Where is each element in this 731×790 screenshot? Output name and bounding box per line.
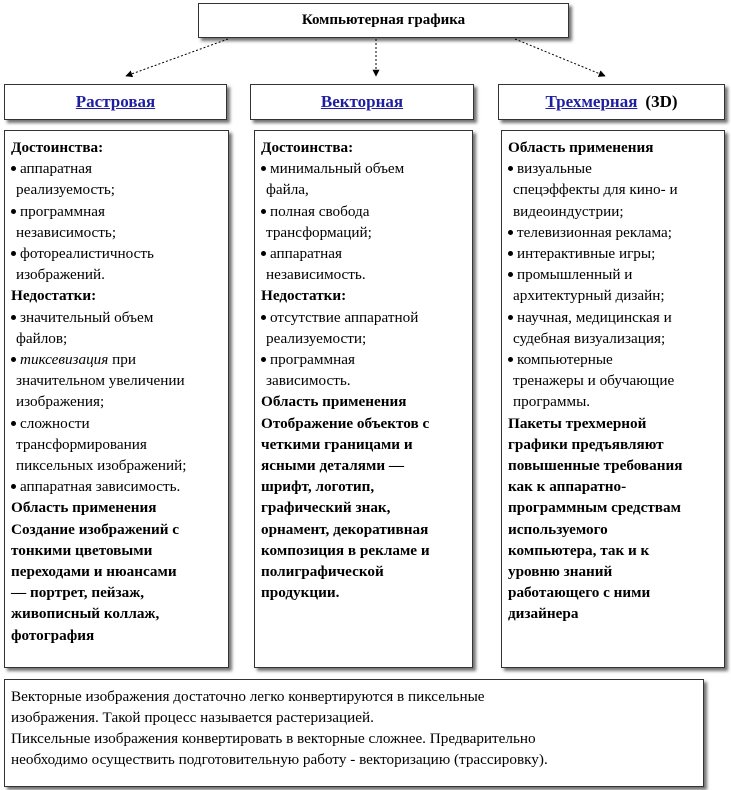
bullet-continuation: изображений. xyxy=(16,266,105,284)
text-line: уровню знаний xyxy=(508,563,613,581)
header-3d-extra: (3D) xyxy=(645,92,678,111)
bullet-text: телевизионная реклама; xyxy=(517,223,672,241)
root-title: Компьютерная графика xyxy=(301,12,466,28)
bullet-item xyxy=(11,476,223,497)
bullet-text: полная свобода xyxy=(270,202,370,220)
bullet-continuation: спецэффекты для кино- и xyxy=(513,181,678,199)
bullet-dot-icon xyxy=(11,484,16,489)
bullet-text: программная xyxy=(20,202,105,220)
bullet-continuation: трансформаций; xyxy=(266,223,372,241)
bullet-continuation: пиксельных изображений; xyxy=(16,457,187,475)
bullet-continuation: файлов; xyxy=(16,329,68,347)
section-heading: Достоинства: xyxy=(11,139,104,156)
section-heading: Достоинства: xyxy=(261,139,354,156)
bullet-dot-icon xyxy=(11,166,16,171)
text-line: программным средствам xyxy=(508,499,681,517)
text-line: Создание изображений с xyxy=(11,520,180,538)
bullet-text: фотореалистичность xyxy=(20,245,154,263)
bullet-continuation: зависимость. xyxy=(266,372,351,390)
bullet-item xyxy=(11,349,223,370)
bullet-item xyxy=(261,201,467,222)
bullet-dot-icon xyxy=(261,251,266,256)
header-3d xyxy=(498,84,725,120)
bullet-text: отсутствие аппаратной xyxy=(270,308,419,326)
text-line: полиграфической xyxy=(261,563,384,581)
text-line: фотография xyxy=(11,626,95,644)
bullet-item xyxy=(261,349,467,370)
bullet-text: интерактивные игры; xyxy=(517,245,656,263)
bullet-continuation: видеоиндустрии; xyxy=(513,202,624,220)
bullet-item xyxy=(11,201,223,222)
text-line: Пакеты трехмерной xyxy=(508,414,647,432)
bullet-item xyxy=(261,307,467,328)
column-vector xyxy=(254,130,473,668)
bullet-item xyxy=(508,264,719,285)
bullet-text: сложности xyxy=(20,414,90,432)
text-line: дизайнера xyxy=(508,605,579,623)
header-raster-label[interactable]: Растровая xyxy=(75,92,156,111)
bullet-continuation: программы. xyxy=(513,393,591,411)
text-line: как к аппаратно- xyxy=(508,478,627,496)
section-heading: Область применения xyxy=(11,499,157,517)
bullet-dot-icon xyxy=(11,357,16,362)
bullet-continuation: судебная визуализация; xyxy=(513,329,666,347)
note-line: Пиксельные изображения конвертировать в векторные сложнее. Предварительно xyxy=(11,730,536,747)
bullet-item xyxy=(508,222,719,243)
bullet-continuation: значительном увеличении xyxy=(16,372,185,390)
text-line: графики предъявляют xyxy=(508,435,664,453)
bullet-item xyxy=(508,243,719,264)
section-heading: Область применения xyxy=(508,139,654,156)
bullet-text-rest: при xyxy=(108,351,136,369)
text-line: ясными деталями — xyxy=(261,457,405,475)
note-line: Векторные изображения достаточно легко конвертируются в пиксельные xyxy=(11,688,485,705)
bullet-text: аппаратная зависимость. xyxy=(20,478,181,496)
header-vector xyxy=(250,84,474,120)
header-raster xyxy=(4,84,227,120)
bullet-item xyxy=(508,349,719,370)
column-raster xyxy=(4,130,229,668)
bullet-text: компьютерные xyxy=(517,351,613,369)
bullet-item xyxy=(11,413,223,434)
text-line: продукции. xyxy=(261,584,340,602)
bullet-dot-icon xyxy=(11,421,16,426)
bullet-item xyxy=(508,158,719,179)
bullet-dot-icon xyxy=(508,315,513,320)
text-line: живописный коллаж, xyxy=(11,605,160,623)
bullet-text: значительный объем xyxy=(20,308,154,326)
text-line: используемого xyxy=(508,520,608,538)
column-3d xyxy=(501,130,725,668)
bullet-dot-icon xyxy=(261,166,266,171)
text-line: тонкими цветовыми xyxy=(11,541,153,559)
bullet-item xyxy=(11,243,223,264)
bullet-dot-icon xyxy=(261,315,266,320)
text-line: работающего с ними xyxy=(508,584,651,602)
bullet-dot-icon xyxy=(508,166,513,171)
bullet-text: научная, медицинская и xyxy=(517,308,672,326)
bullet-text: программная xyxy=(270,351,355,369)
bullet-continuation: изображения; xyxy=(16,393,105,411)
bullet-dot-icon xyxy=(508,357,513,362)
text-line: композиция в рекламе и xyxy=(261,541,430,559)
bullet-continuation: реализуемость; xyxy=(16,181,116,199)
bullet-dot-icon xyxy=(11,251,16,256)
text-line: переходами и нюансами xyxy=(11,563,177,581)
bullet-item xyxy=(261,158,467,179)
bullet-continuation: тренажеры и обучающие xyxy=(513,372,675,390)
section-heading: Недостатки: xyxy=(261,287,347,305)
bullet-continuation: независимость; xyxy=(16,223,117,241)
bullet-item xyxy=(261,243,467,264)
text-line: повышенные требования xyxy=(508,457,683,475)
bullet-continuation: независимость. xyxy=(266,266,366,284)
bullet-item xyxy=(508,307,719,328)
bullet-item xyxy=(11,307,223,328)
section-heading: Область применения xyxy=(261,393,407,411)
bullet-continuation: архитектурный дизайн; xyxy=(513,287,665,305)
arrow-to-raster xyxy=(126,39,228,76)
text-line: компьютера, так и к xyxy=(508,541,650,559)
bullet-dot-icon xyxy=(508,272,513,277)
bullet-text: тиксевизация xyxy=(20,351,109,369)
bullet-item xyxy=(11,158,223,179)
text-line: орнамент, декоративная xyxy=(261,520,429,538)
bullet-dot-icon xyxy=(11,315,16,320)
bullet-dot-icon xyxy=(261,209,266,214)
bullet-text: аппаратная xyxy=(270,245,342,263)
header-3d-label[interactable]: Трехмерная xyxy=(545,92,638,111)
bullet-dot-icon xyxy=(261,357,266,362)
note-box xyxy=(4,679,704,787)
text-line: четкими границами и xyxy=(261,435,413,453)
bullet-text: визуальные xyxy=(517,160,592,178)
bullet-dot-icon xyxy=(508,230,513,235)
note-line: необходимо осуществить подготовительную работу - векторизацию (трассировку). xyxy=(11,751,548,768)
root-node xyxy=(198,3,569,38)
note-line: изображения. Такой процесс называется растеризацией. xyxy=(11,709,374,726)
bullet-dot-icon xyxy=(11,209,16,214)
text-line: графический знак, xyxy=(261,499,391,517)
arrow-to-3d xyxy=(515,39,605,76)
bullet-dot-icon xyxy=(508,251,513,256)
text-line: шрифт, логотип, xyxy=(261,478,375,496)
bullet-text: минимальный объем xyxy=(270,160,405,178)
bullet-continuation: файла, xyxy=(266,181,309,199)
section-heading: Недостатки: xyxy=(11,287,97,305)
bullet-text: промышленный и xyxy=(517,266,633,284)
header-vector-label[interactable]: Векторная xyxy=(320,92,404,111)
text-line: — портрет, пейзаж, xyxy=(11,584,145,602)
text-line: Отображение объектов с xyxy=(261,414,430,432)
bullet-continuation: трансформирования xyxy=(16,435,147,453)
bullet-text: аппаратная xyxy=(20,160,92,178)
bullet-continuation: реализуемости; xyxy=(266,329,367,347)
